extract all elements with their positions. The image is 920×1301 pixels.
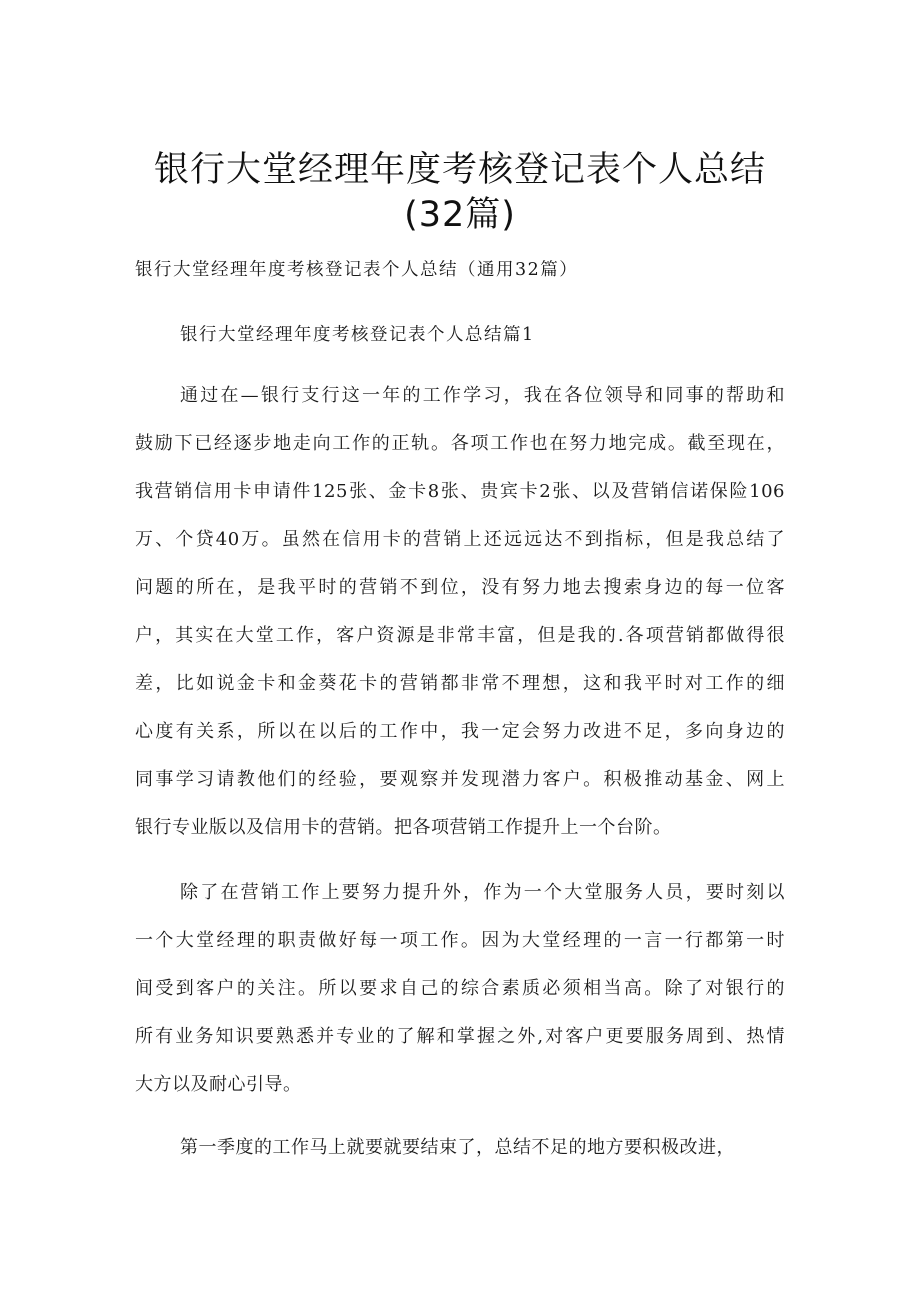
document-title-line-1: 银行大堂经理年度考核登记表个人总结 [153, 150, 766, 190]
paragraph-line: 大方以及耐心引导。 [135, 1074, 302, 1095]
paragraph-line: 所有业务知识要熟悉并专业的了解和掌握之外,对客户更要服务周到、热情 [135, 1026, 785, 1047]
paragraph-line: 心度有关系，所以在以后的工作中，我一定会努力改进不足，多向身边的 [135, 721, 785, 742]
paragraph-2 [135, 869, 785, 1109]
paragraph-line: 除了在营销工作上要努力提升外，作为一个大堂服务人员，要时刻以 [180, 882, 785, 903]
paragraph-line: 一个大堂经理的职责做好每一项工作。因为大堂经理的一言一行都第一时 [135, 930, 785, 951]
paragraph-line: 通过在—银行支行这一年的工作学习，我在各位领导和同事的帮助和 [180, 385, 785, 406]
paragraph-line: 户，其实在大堂工作，客户资源是非常丰富，但是我的.各项营销都做得很 [135, 625, 785, 646]
paragraph-line: 问题的所在，是我平时的营销不到位，没有努力地去搜索身边的每一位客 [135, 577, 785, 598]
paragraph-line: 万、个贷40万。虽然在信用卡的营销上还远远达不到指标，但是我总结了 [135, 529, 785, 550]
paragraph-line: 差，比如说金卡和金葵花卡的营销都非常不理想，这和我平时对工作的细 [135, 673, 785, 694]
paragraph-line: 鼓励下已经逐步地走向工作的正轨。各项工作也在努力地完成。截至现在， [135, 433, 785, 454]
paragraph-3 [135, 1124, 785, 1172]
paragraph-line: 银行专业版以及信用卡的营销。把各项营销工作提升上一个台阶。 [135, 817, 672, 838]
document-title-line-2: (32篇) [404, 195, 516, 235]
paragraph-line: 同事学习请教他们的经验，要观察并发现潜力客户。积极推动基金、网上 [135, 769, 785, 790]
paragraph-line: 间受到客户的关注。所以要求自己的综合素质必须相当高。除了对银行的 [135, 978, 785, 999]
paragraph-1 [135, 372, 785, 852]
paragraph-line: 第一季度的工作马上就要就要结束了，总结不足的地方要积极改进， [180, 1137, 735, 1158]
section-heading: 银行大堂经理年度考核登记表个人总结篇1 [180, 325, 535, 345]
document-subtitle: 银行大堂经理年度考核登记表个人总结（通用32篇） [135, 260, 579, 280]
paragraph-line: 我营销信用卡申请件125张、金卡8张、贵宾卡2张、以及营销信诺保险106 [135, 481, 785, 502]
